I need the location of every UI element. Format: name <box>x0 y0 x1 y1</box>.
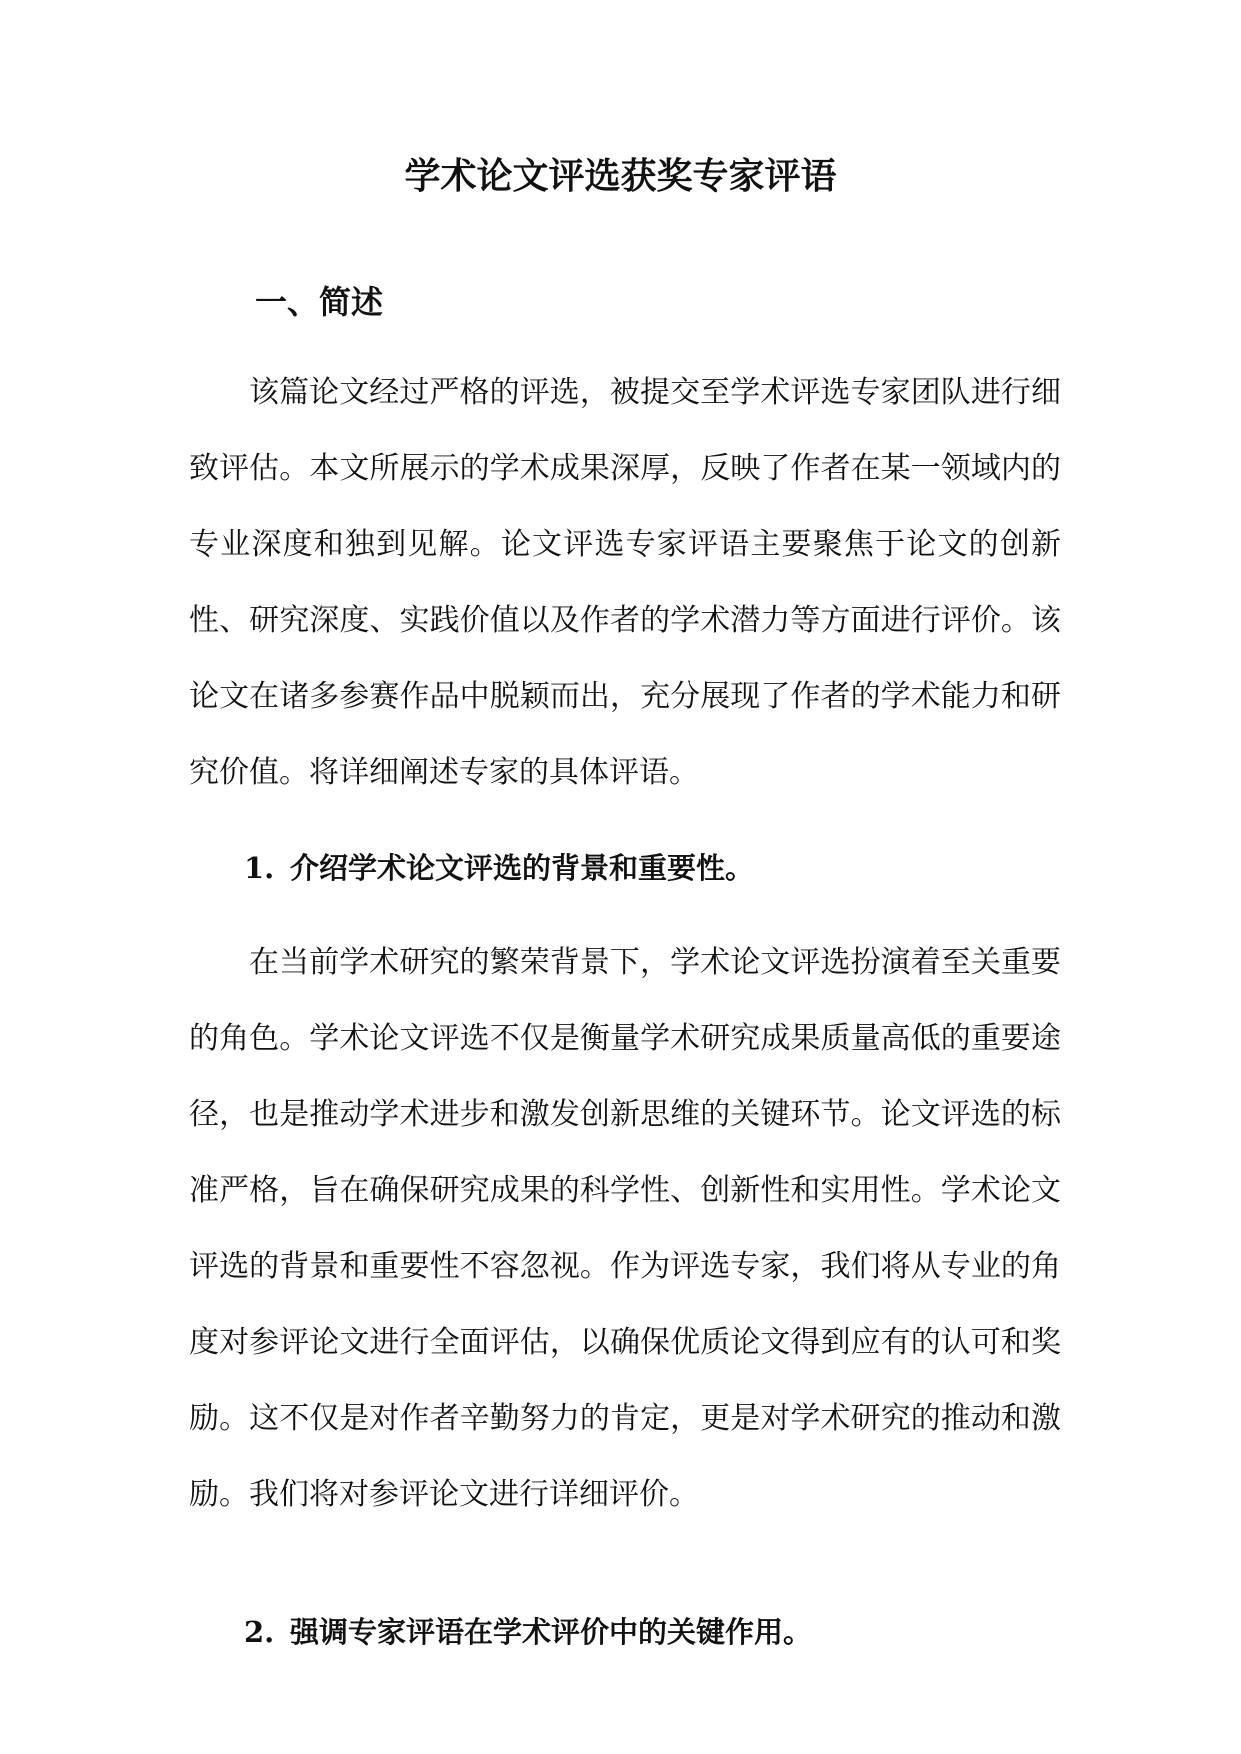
subheading-text: 强调专家评语在学术评价中的关键作用。 <box>290 1615 813 1649</box>
subheading-expert-role <box>244 1610 812 1654</box>
subheading-text: 介绍学术论文评选的背景和重要性。 <box>290 851 755 885</box>
subheading-background <box>244 846 754 890</box>
document-title: 学术论文评选获奖专家评语 <box>404 155 837 197</box>
paragraph-background: 在当前学术研究的繁荣背景下，学术论文评选扮演着至关重要的角色。学术论文评选不仅是衡量学术研究成果质量高低的重要途径，也是推动学术进步和激发创新思维的关键环节。论文评选的标准严格，旨在确保研究成果的科学性、创新性和实用性。学术论文评选的背景和重要性不容忽视。作为评选专家，我们将从专业的角度对参评论文进行全面评估，以确保优质论文得到应有的认可和奖励。这不仅是对作者辛勤努力的肯定，更是对学术研究的推动和激励。我们将对参评论文进行详细评价。 <box>189 945 1061 1512</box>
section-heading-overview: 一、简述 <box>255 283 384 321</box>
subheading-number: 1. <box>244 851 275 885</box>
subheading-number: 2. <box>244 1615 275 1649</box>
paragraph-overview: 该篇论文经过严格的评选，被提交至学术评选专家团队进行细致评估。本文所展示的学术成果深厚，反映了作者在某一领域内的专业深度和独到见解。论文评选专家评语主要聚焦于论文的创新性、研究深度、实践价值以及作者的学术潜力等方面进行评价。该论文在诸多参赛作品中脱颖而出，充分展现了作者的学术能力和研究价值。将详细阐述专家的具体评语。 <box>189 375 1061 790</box>
